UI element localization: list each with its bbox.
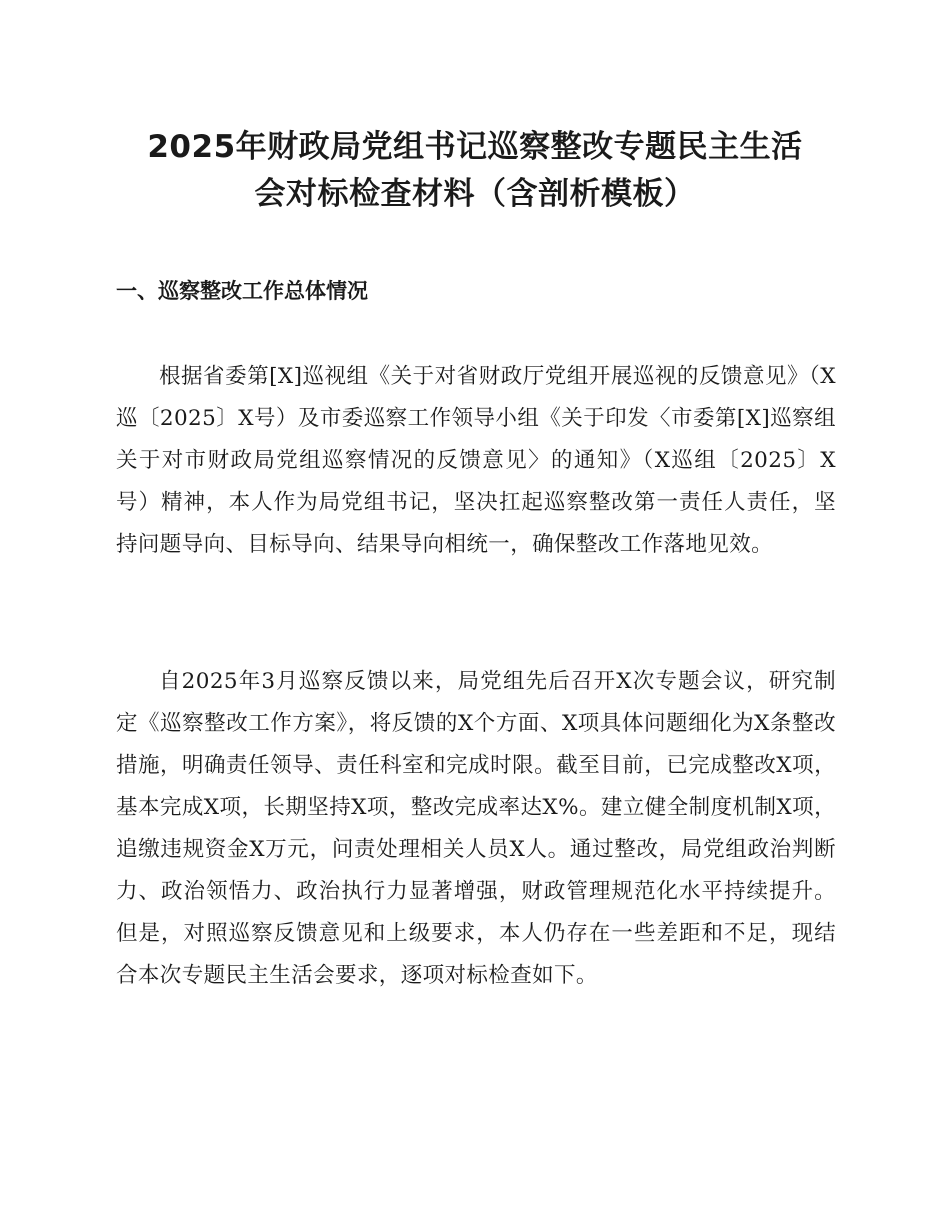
section-heading: 一、巡察整改工作总体情况: [116, 279, 368, 303]
title-line-2: 会对标检查材料（含剖析模板）: [254, 176, 696, 212]
title-line-1: 2025年财政局党组书记巡察整改专题民主生活: [147, 129, 803, 165]
body-paragraph-2: 自2025年3月巡察反馈以来，局党组先后召开X次专题会议，研究制定《巡察整改工作方案》，将反馈的X个方面、X项具体问题细化为X条整改措施，明确责任领导、责任科室和完成时限。截至目前，已完成整改X项，基本完成X项，长期坚持X项，整改完成率达X%。建立健全制度机制X项，追缴违规资金X万元，问责处理相关人员X人。通过整改，局党组政治判断力、政治领悟力、政治执行力显著增强，财政管理规范化水平持续提升。但是，对照巡察反馈意见和上级要求，本人仍存在一些差距和不足，现结合本次专题民主生活会要求，逐项对标检查如下。: [116, 669, 836, 988]
body-paragraph-1: 根据省委第[X]巡视组《关于对省财政厅党组开展巡视的反馈意见》（X巡〔2025〕X号）及市委巡察工作领导小组《关于印发〈市委第[X]巡察组关于对市财政局党组巡察情况的反馈意见〉的通知》（X巡组〔2025〕X号）精神，本人作为局党组书记，坚决扛起巡察整改第一责任人责任，坚持问题导向、目标导向、结果导向相统一，确保整改工作落地见效。: [116, 364, 836, 557]
document-title: [100, 124, 850, 218]
